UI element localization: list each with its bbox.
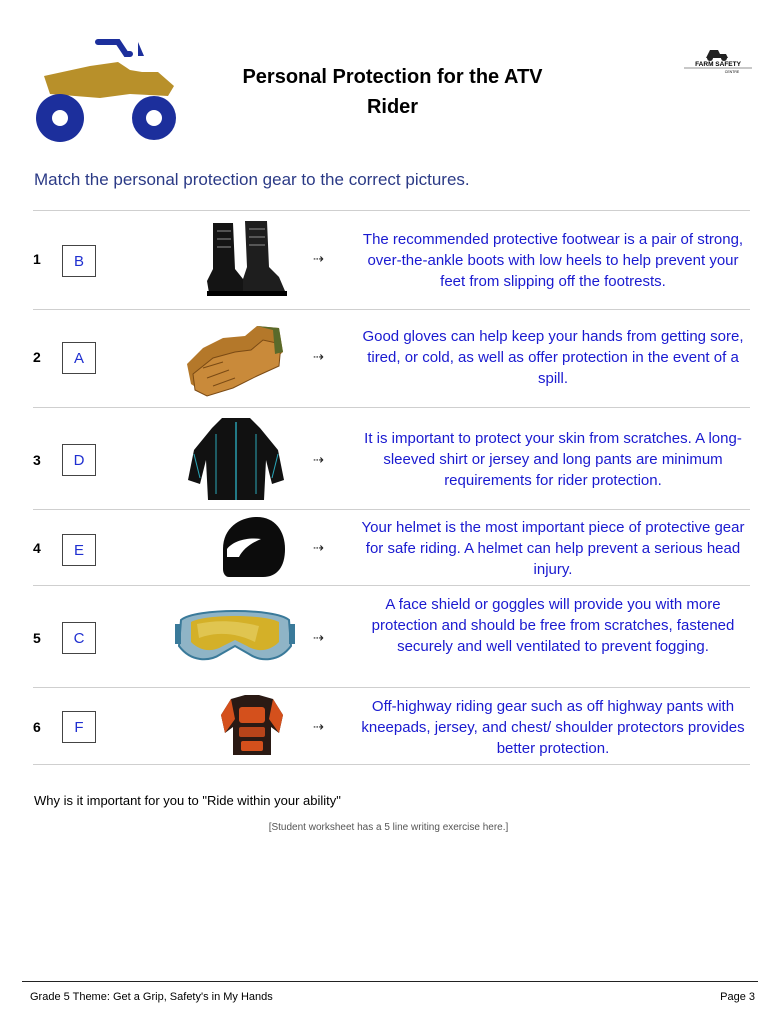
gloves-icon	[183, 318, 293, 398]
chest-protector-icon	[217, 693, 287, 759]
atv-icon	[30, 36, 180, 146]
match-arrow: ⇢	[313, 630, 324, 645]
table-row	[33, 407, 750, 509]
gear-description: It is important to protect your skin from scratches. A long-sleeved shirt or jersey and long pants are minimum requirements for rider protection.	[364, 430, 742, 489]
match-arrow: ⇢	[313, 349, 324, 364]
footer-theme: Grade 5 Theme: Get a Grip, Safety's in My Hands	[30, 991, 273, 1003]
table-row	[33, 210, 750, 309]
answer-box[interactable]: D	[62, 444, 96, 476]
goggles-icon	[175, 602, 295, 672]
instruction-text: Match the personal protection gear to the correct pictures.	[34, 170, 470, 189]
row-number: 1	[33, 251, 41, 267]
row-number: 4	[33, 540, 41, 556]
gear-description: Off-highway riding gear such as off highway pants with kneepads, jersey, and chest/ shoulder protectors provides better protection.	[361, 698, 745, 757]
answer-box[interactable]: C	[62, 622, 96, 654]
answer-box[interactable]: B	[62, 245, 96, 277]
answer-box[interactable]: E	[62, 534, 96, 566]
gear-description: Good gloves can help keep your hands from getting sore, tired, or cold, as well as offer protection in the event of a spill.	[362, 328, 744, 387]
boots-icon	[203, 217, 293, 301]
match-arrow: ⇢	[313, 452, 324, 467]
row-number: 3	[33, 452, 41, 468]
row-number: 6	[33, 719, 41, 735]
match-arrow: ⇢	[313, 251, 324, 266]
answer-box[interactable]: F	[62, 711, 96, 743]
helmet-icon	[217, 515, 287, 579]
gear-description: The recommended protective footwear is a pair of strong, over-the-ankle boots with low heels to help prevent your feet from slipping off the footrests.	[362, 231, 744, 290]
page-title	[200, 62, 585, 122]
gear-description: Your helmet is the most important piece of protective gear for safe riding. A helmet can help prevent a serious head injury.	[361, 519, 745, 578]
footer-divider	[22, 981, 758, 982]
logo-text-2: CENTRE	[724, 70, 740, 74]
matching-table	[33, 210, 750, 765]
row-number: 2	[33, 349, 41, 365]
title-line-2: Rider	[366, 96, 419, 118]
table-row	[33, 309, 750, 407]
worksheet-note: [Student worksheet has a 5 line writing exercise here.]	[268, 822, 509, 833]
jacket-icon	[186, 414, 286, 504]
title-line-1: Personal Protection for the ATV	[242, 66, 543, 88]
logo-text-1: FARM SAFETY	[695, 61, 741, 68]
farm-safety-logo	[680, 44, 756, 74]
match-arrow: ⇢	[313, 540, 324, 555]
table-row	[33, 509, 750, 585]
gear-description: A face shield or goggles will provide you with more protection and should be free from scratches, fastened securely and well ventilated to prevent fogging.	[371, 596, 735, 655]
table-row	[33, 585, 750, 687]
writing-question: Why is it important for you to "Ride within your ability"	[34, 793, 341, 808]
answer-box[interactable]: A	[62, 342, 96, 374]
match-arrow: ⇢	[313, 719, 324, 734]
row-number: 5	[33, 630, 41, 646]
page-number: Page 3	[720, 991, 755, 1003]
table-row	[33, 687, 750, 765]
